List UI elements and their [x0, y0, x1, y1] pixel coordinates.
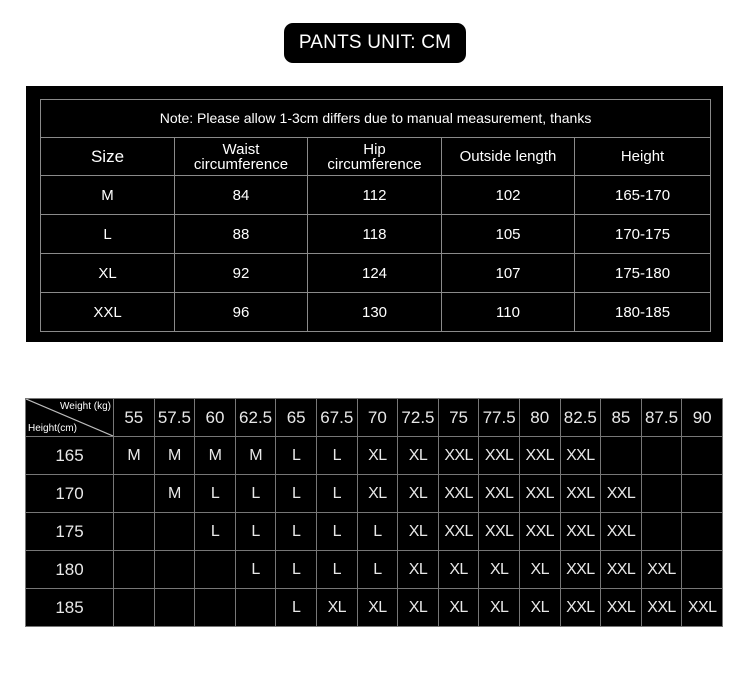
size-row	[41, 215, 711, 254]
header-waist: Waist circumference	[175, 138, 308, 176]
length-cell: 102	[442, 176, 575, 215]
size-recommendation-cell: L	[276, 551, 317, 589]
size-recommendation-cell	[114, 589, 155, 627]
height-row	[26, 551, 723, 589]
length-cell: 107	[442, 254, 575, 293]
size-recommendation-cell	[154, 589, 195, 627]
size-row	[41, 293, 711, 332]
size-recommendation-cell: L	[276, 589, 317, 627]
size-recommendation-cell: XXL	[641, 589, 682, 627]
size-cell: XXL	[41, 293, 175, 332]
weight-header-cell: 72.5	[398, 399, 439, 437]
size-recommendation-cell: L	[357, 513, 398, 551]
waist-cell: 96	[175, 293, 308, 332]
weight-axis-label: Weight (kg)	[60, 401, 111, 412]
weight-header-cell: 62.5	[235, 399, 276, 437]
size-recommendation-cell: XXL	[601, 475, 642, 513]
size-recommendation-cell: XXL	[560, 475, 601, 513]
weight-header-cell: 82.5	[560, 399, 601, 437]
header-size: Size	[41, 138, 175, 176]
size-recommendation-cell: XL	[438, 589, 479, 627]
weight-header-cell: 85	[601, 399, 642, 437]
size-recommendation-cell	[154, 513, 195, 551]
size-recommendation-cell	[114, 513, 155, 551]
size-recommendation-cell	[195, 551, 236, 589]
size-recommendation-cell: XXL	[438, 437, 479, 475]
height-cell: 180-185	[575, 293, 711, 332]
hip-cell: 112	[308, 176, 442, 215]
size-row	[41, 176, 711, 215]
size-recommendation-cell	[114, 551, 155, 589]
size-recommendation-cell	[641, 475, 682, 513]
size-recommendation-cell: XXL	[479, 475, 520, 513]
size-chart-table	[40, 99, 711, 332]
size-recommendation-cell: XXL	[601, 513, 642, 551]
size-recommendation-cell	[154, 551, 195, 589]
size-recommendation-cell: L	[276, 513, 317, 551]
size-recommendation-cell: XL	[357, 589, 398, 627]
size-recommendation-cell	[682, 513, 723, 551]
page-title: PANTS UNIT: CM	[284, 23, 466, 63]
size-recommendation-cell: L	[357, 551, 398, 589]
size-chart-panel	[26, 86, 723, 342]
height-label-cell: 185	[26, 589, 114, 627]
size-recommendation-cell	[682, 437, 723, 475]
size-recommendation-cell	[682, 475, 723, 513]
size-recommendation-cell: L	[235, 551, 276, 589]
size-recommendation-cell: XXL	[560, 437, 601, 475]
header-height: Height	[575, 138, 711, 176]
size-recommendation-cell	[195, 589, 236, 627]
size-recommendation-cell: L	[235, 475, 276, 513]
size-recommendation-cell: XL	[479, 589, 520, 627]
size-recommendation-cell	[235, 589, 276, 627]
weight-header-cell: 70	[357, 399, 398, 437]
size-recommendation-cell: L	[316, 513, 357, 551]
size-recommendation-cell: M	[154, 437, 195, 475]
size-recommendation-cell: XXL	[641, 551, 682, 589]
size-recommendation-cell: XXL	[682, 589, 723, 627]
size-recommendation-cell: XL	[398, 475, 439, 513]
size-recommendation-cell: XL	[438, 551, 479, 589]
height-label-cell: 175	[26, 513, 114, 551]
height-row	[26, 475, 723, 513]
size-cell: M	[41, 176, 175, 215]
height-row	[26, 437, 723, 475]
size-recommendation-cell: XXL	[560, 513, 601, 551]
weight-header-cell: 75	[438, 399, 479, 437]
size-recommendation-cell: XL	[398, 513, 439, 551]
size-recommendation-cell: L	[195, 475, 236, 513]
size-recommendation-cell	[114, 475, 155, 513]
weight-header-cell: 80	[519, 399, 560, 437]
weight-header-cell: 65	[276, 399, 317, 437]
size-recommendation-cell: L	[316, 551, 357, 589]
size-recommendation-cell: XXL	[601, 551, 642, 589]
size-chart-header-row	[41, 138, 711, 176]
measurement-note: Note: Please allow 1-3cm differs due to manual measurement, thanks	[41, 100, 711, 138]
size-recommendation-cell: L	[276, 475, 317, 513]
size-recommendation-cell: XL	[398, 551, 439, 589]
size-recommendation-cell: L	[316, 475, 357, 513]
size-recommendation-cell: XXL	[560, 551, 601, 589]
weight-header-cell: 77.5	[479, 399, 520, 437]
height-axis-label: Height(cm)	[28, 423, 77, 434]
weight-height-chart	[25, 398, 723, 627]
hip-cell: 130	[308, 293, 442, 332]
header-outside-length: Outside length	[442, 138, 575, 176]
size-recommendation-cell: XXL	[519, 475, 560, 513]
size-recommendation-cell: XL	[398, 589, 439, 627]
height-row	[26, 513, 723, 551]
size-recommendation-cell: XL	[519, 551, 560, 589]
size-recommendation-cell: XL	[519, 589, 560, 627]
size-recommendation-cell: XXL	[438, 475, 479, 513]
height-cell: 175-180	[575, 254, 711, 293]
height-label-cell: 180	[26, 551, 114, 589]
size-recommendation-cell: XXL	[438, 513, 479, 551]
weight-header-cell: 55	[114, 399, 155, 437]
hip-cell: 118	[308, 215, 442, 254]
size-recommendation-cell: XXL	[519, 513, 560, 551]
size-recommendation-cell: XL	[398, 437, 439, 475]
height-label-cell: 165	[26, 437, 114, 475]
size-recommendation-cell: M	[195, 437, 236, 475]
size-recommendation-cell: M	[114, 437, 155, 475]
height-cell: 165-170	[575, 176, 711, 215]
size-recommendation-cell: M	[235, 437, 276, 475]
size-recommendation-cell: XL	[357, 437, 398, 475]
height-label-cell: 170	[26, 475, 114, 513]
size-recommendation-cell: XXL	[479, 437, 520, 475]
size-recommendation-cell	[682, 551, 723, 589]
size-recommendation-cell: M	[154, 475, 195, 513]
weight-header-cell: 57.5	[154, 399, 195, 437]
size-recommendation-cell: L	[235, 513, 276, 551]
size-recommendation-cell: L	[195, 513, 236, 551]
size-recommendation-cell: XXL	[601, 589, 642, 627]
header-hip: Hip circumference	[308, 138, 442, 176]
weight-header-row	[26, 399, 723, 437]
size-row	[41, 254, 711, 293]
hip-cell: 124	[308, 254, 442, 293]
height-cell: 170-175	[575, 215, 711, 254]
size-recommendation-cell: L	[316, 437, 357, 475]
length-cell: 105	[442, 215, 575, 254]
size-recommendation-cell	[641, 437, 682, 475]
size-recommendation-cell: XL	[479, 551, 520, 589]
size-recommendation-cell: XXL	[479, 513, 520, 551]
waist-cell: 88	[175, 215, 308, 254]
weight-header-cell: 90	[682, 399, 723, 437]
size-recommendation-cell: L	[276, 437, 317, 475]
size-recommendation-cell	[601, 437, 642, 475]
height-row	[26, 589, 723, 627]
size-recommendation-cell: XXL	[519, 437, 560, 475]
size-recommendation-cell	[641, 513, 682, 551]
length-cell: 110	[442, 293, 575, 332]
corner-cell	[26, 399, 114, 437]
waist-cell: 84	[175, 176, 308, 215]
weight-header-cell: 67.5	[316, 399, 357, 437]
weight-header-cell: 87.5	[641, 399, 682, 437]
size-cell: L	[41, 215, 175, 254]
size-cell: XL	[41, 254, 175, 293]
size-recommendation-cell: XXL	[560, 589, 601, 627]
size-recommendation-cell: XL	[357, 475, 398, 513]
weight-header-cell: 60	[195, 399, 236, 437]
waist-cell: 92	[175, 254, 308, 293]
size-recommendation-cell: XL	[316, 589, 357, 627]
